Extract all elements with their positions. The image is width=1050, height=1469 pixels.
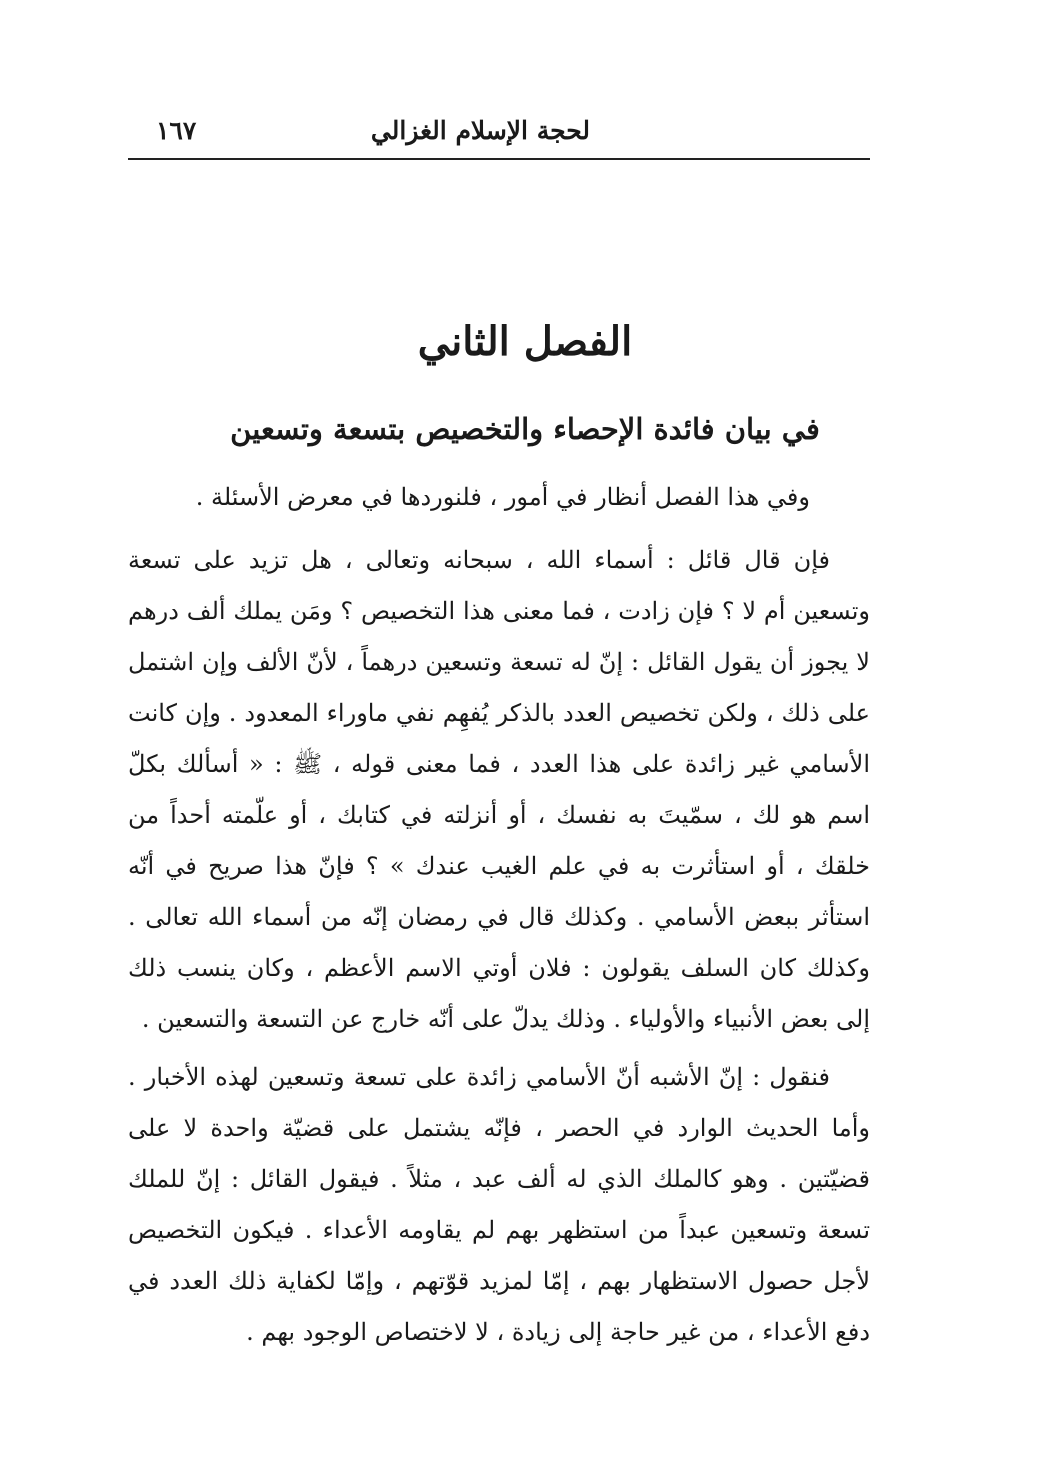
- paragraph-text: فإن قال قائل : أسماء الله ، سبحانه وتعالى ، هل تزيد على تسعة وتسعين أم لا ؟ فإن زادت ، فما معنى هذا التخصيص ؟ ومَن يملك ألف درهم لا يجوز أن يقول القائل : إنّ له تسعة وتسعين درهماً ، لأنّ الألف وإن اشتمل على ذلك ، ولكن تخصيص العدد بالذكر يُفهِم نفي ماوراء المعدود . وإن كانت الأسامي غير زائدة على هذا العدد ، فما معنى قوله ، ﷺ : « أسألك بكلّ اسم هو لك ، سمّيتَ به نفسك ، أو أنزلته في كتابك ، أو علّمته أحداً من خلقك ، أو استأثرت به في علم الغيب عندك » ؟ فإنّ هذا صريح في أنّه استأثر ببعض الأسامي . وكذلك قال في رمضان إنّه من أسماء الله تعالى . وكذلك كان السلف يقولون : فلان أوتي الاسم الأعظم ، وكان ينسب ذلك إلى بعض الأنبياء والأولياء . وذلك يدلّ على أنّه خارج عن التسعة والتسعين .: [128, 546, 871, 1033]
- paragraph-text: فنقول : إنّ الأشبه أنّ الأسامي زائدة على تسعة وتسعين لهذه الأخبار . وأما الحديث الوارد في الحصر ، فإنّه يشتمل على قضيّة واحدة لا على قضيّتين . وهو كالملك الذي له ألف عبد ، مثلاً . فيقول القائل : إنّ للملك تسعة وتسعين عبداً من استظهر بهم لم يقاومه الأعداء . فيكون التخصيص لأجل حصول الاستظهار بهم ، إمّا لمزيد قوّتهم ، وإمّا لكفاية ذلك العدد في دفع الأعداء ، من غير حاجة إلى زيادة ، لا لاختصاص الوجود بهم .: [128, 1063, 871, 1346]
- running-header: [128, 110, 870, 160]
- intro-paragraph: وفي هذا الفصل أنظار في أمور ، فلنوردها في معرض الأسئلة .: [195, 483, 810, 511]
- running-title: لحجة الإسلام الغزالي: [370, 116, 590, 145]
- body-paragraph: [128, 1052, 870, 1358]
- section-title: في بيان فائدة الإحصاء والتخصيص بتسعة وتسعين: [230, 412, 820, 446]
- body-paragraph: [128, 535, 870, 1045]
- chapter-title: الفصل الثاني: [417, 318, 633, 365]
- page-number: ١٦٧: [156, 116, 197, 145]
